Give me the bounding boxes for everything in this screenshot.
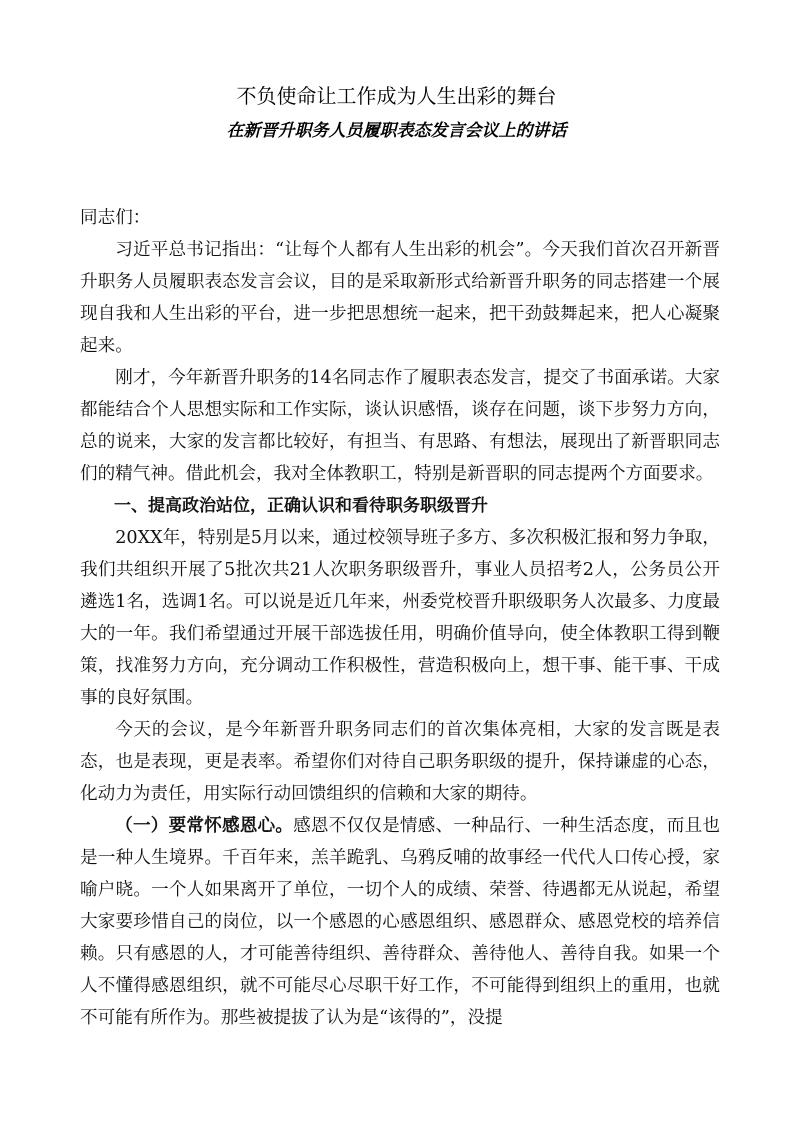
paragraph: 刚才，今年新晋升职务的14名同志作了履职表态发言，提交了书面承诺。大家都能结合个人思想实际和工作实际，谈认识感悟，谈存在问题，谈下步努力方向，总的说来，大家的发言都比较好，有担当、有思路、有想法，展现出了新晋职同志们的精气神。借此机会，我对全体教职工，特别是新晋职的同志提两个方面要求。 <box>80 368 720 484</box>
paragraph: 今天的会议，是今年新晋升职务同志们的首次集体亮相，大家的发言既是表态，也是表现，更是表率。希望你们对待自己职务职级的提升，保持谦虚的心态，化动力为责任，用实际行动回馈组织的信赖和大家的期待。 <box>80 720 720 804</box>
document-subtitle: 在新晋升职务人员履职表态发言会议上的讲话 <box>226 121 567 141</box>
paragraph: 20XX年，特别是5月以来，通过校领导班子多方、多次积极汇报和努力争取，我们共组织开展了5批次共21人次职务职级晋升，事业人员招考2人，公务员公开遴选1名，选调1名。可以说是近几年来，州委党校晋升职级职务人次最多、力度最大的一年。我们希望通过开展干部选拔任用，明确价值导向，使全体教职工得到鞭策，找准努力方向，充分调动工作积极性，营造积极向上，想干事、能干事、干成事的良好氛围。 <box>80 528 720 708</box>
paragraph: 习近平总书记指出：“让每个人都有人生出彩的机会”。今天我们首次召开新晋升职务人员履职表态发言会议，目的是采取新形式给新晋升职务的同志搭建一个展现自我和人生出彩的平台，进一步把思想统一起来，把干劲鼓舞起来，把人心凝聚起来。 <box>80 240 720 356</box>
subsection-paragraph <box>80 810 720 1034</box>
document-body <box>80 202 720 1034</box>
subsection-heading: （一）要常怀感恩心。 <box>115 816 294 836</box>
section-heading: 一、提高政治站位，正确认识和看待职务职级晋升 <box>114 496 488 516</box>
document-title: 不负使命让工作成为人生出彩的舞台 <box>236 84 557 108</box>
salutation: 同志们： <box>80 208 151 228</box>
subsection-text: 感恩不仅仅是情感、一种品行、一种生活态度，而且也是一种人生境界。千百年来，羔羊跪乳、乌鸦反哺的故事经一代代人口传心授，家喻户晓。一个人如果离开了单位，一切个人的成绩、荣誉、待遇都无从说起，希望大家要珍惜自己的岗位，以一个感恩的心感恩组织、感恩群众、感恩党校的培养信赖。只有感恩的人，才可能善待组织、善待群众、善待他人、善待自我。如果一个人不懂得感恩组织，就不可能尽心尽职干好工作，不可能得到组织上的重用，也就不可能有所作为。那些被提拔了认为是“该得的”，没提 <box>80 816 720 1028</box>
